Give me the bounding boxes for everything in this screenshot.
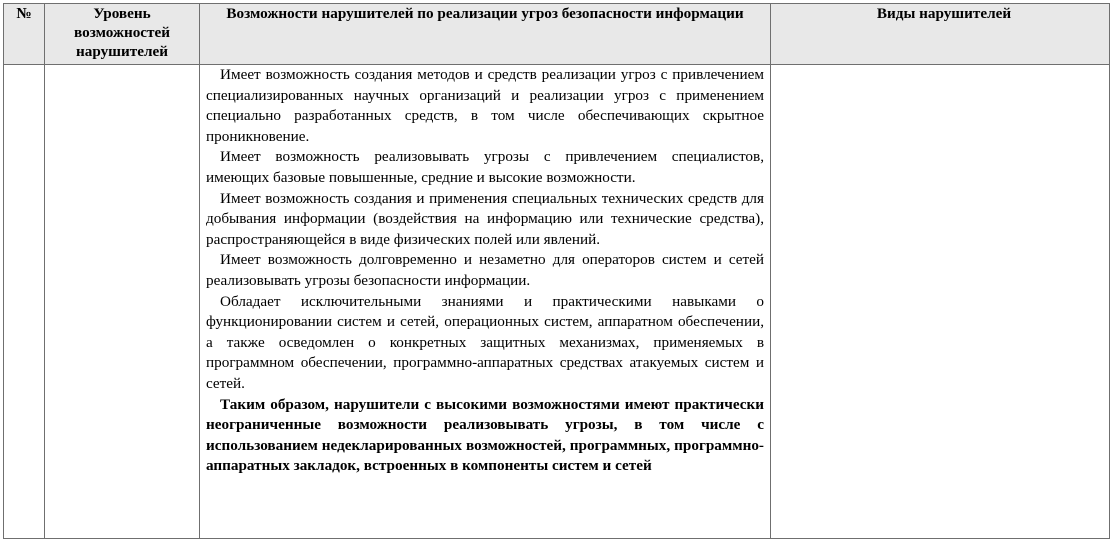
- header-level: Уровень возможностей нарушителей: [45, 4, 200, 65]
- cell-capabilities: [200, 65, 771, 539]
- capability-conclusion: Таким образом, нарушители с высокими возможностями имеют практически неограниченные возможности реализовывать угрозы, в том числе с использованием недекларированных возможностей, программных, программно-аппаратных закладок, встроенных в компоненты систем и сетей: [206, 395, 764, 475]
- header-number: №: [4, 4, 45, 65]
- header-types: Виды нарушителей: [771, 4, 1110, 65]
- capability-paragraph: Имеет возможность создания методов и средств реализации угроз с привлечением специализированных научных организаций и реализации угроз с применением специально разработанных средств, в том числе обеспечивающих скрытное проникновение.: [206, 66, 764, 145]
- capability-paragraph: Имеет возможность реализовывать угрозы с привлечением специалистов, имеющих базовые повышенные, средние и высокие возможности.: [206, 148, 764, 186]
- intruder-capabilities-table: [3, 3, 1110, 539]
- table-header-row: [4, 4, 1110, 65]
- capability-paragraph: Имеет возможность долговременно и незаметно для операторов систем и сетей реализовывать угрозы безопасности информации.: [206, 251, 764, 289]
- capability-paragraph: Имеет возможность создания и применения специальных технических средств для добывания информации (воздействия на информацию или технические средства), распространяющейся в виде физических полей или явлений.: [206, 189, 764, 248]
- cell-number: [4, 65, 45, 539]
- table-row: [4, 65, 1110, 539]
- cell-types: [771, 65, 1110, 539]
- header-capabilities: Возможности нарушителей по реализации угроз безопасности информации: [200, 4, 771, 65]
- cell-level: [45, 65, 200, 539]
- capability-paragraph: Обладает исключительными знаниями и практическими навыками о функционировании систем и сетей, операционных систем, аппаратном обеспечении, а также осведомлен о конкретных защитных механизмах, применяемых в программном обеспечении, программно-аппаратных средствах атакуемых систем и сетей.: [206, 292, 764, 392]
